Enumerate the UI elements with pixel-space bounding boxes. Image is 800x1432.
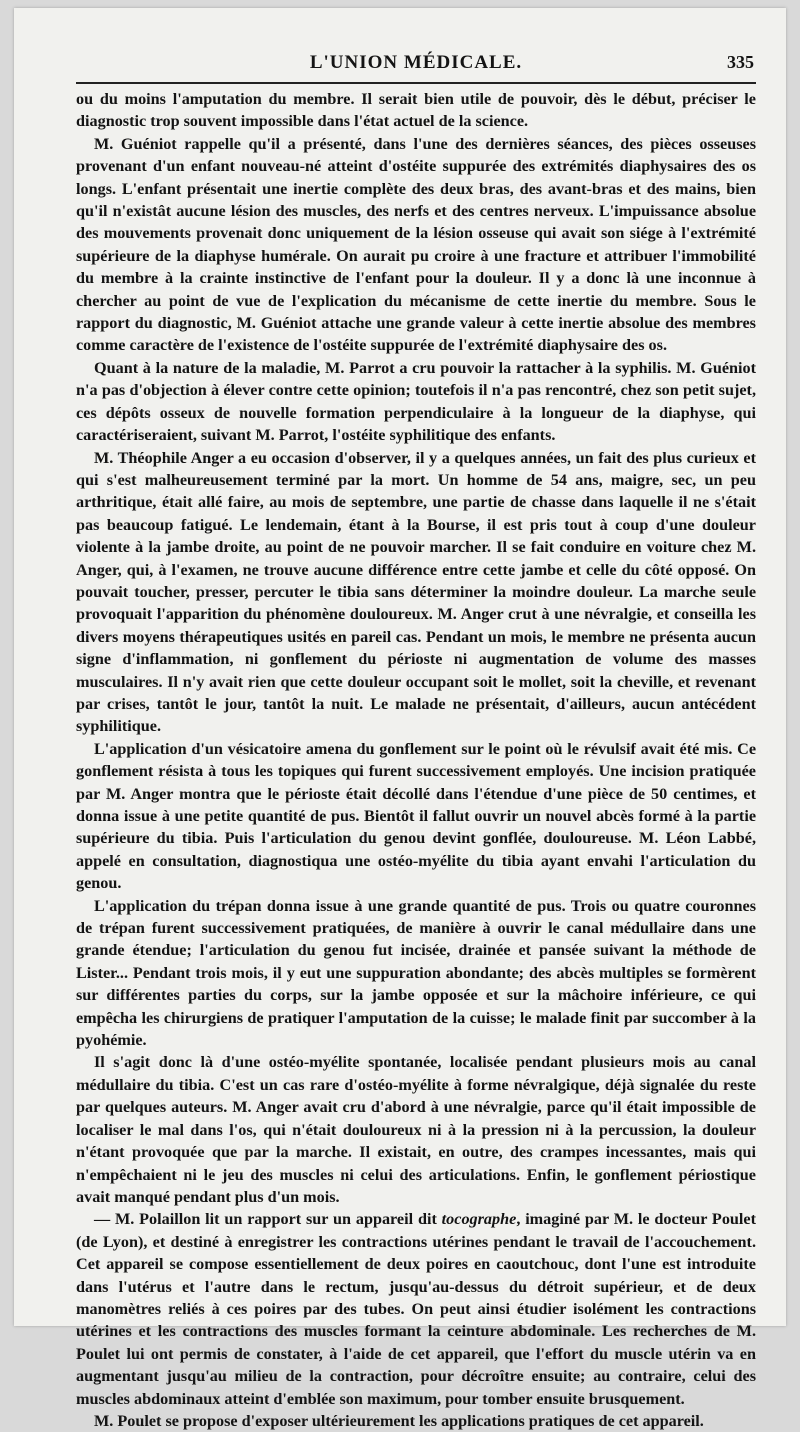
paragraph: M. Théophile Anger a eu occasion d'observer, il y a quelques années, un fait des plus curieux et qui s'est malheureusement terminé par la mort. Un homme de 54 ans, maigre, sec, un peu arthritique, était allé faire, au mois de septembre, une partie de chasse dans laquelle il ne s'était pas beaucoup fatigué. Le lendemain, étant à la Bourse, il est pris tout à coup d'une douleur violente à la jambe droite, au point de ne pouvoir marcher. Il se fait conduire en voiture chez M. Anger, qui, à l'examen, ne trouve aucune différence entre cette jambe et celle du côté opposé. On pouvait toucher, presser, percuter le tibia sans déterminer la moindre douleur. La marche seule provoquait l'apparition du phénomène douloureux. M. Anger crut à une névralgie, et conseilla les divers moyens thérapeutiques usités en pareil cas. Pendant un mois, le membre ne présenta aucun signe d'inflammation, ni gonflement du périoste ni augmentation de volume des masses musculaires. Il n'y avait rien que cette douleur occupant soit le mollet, soit la cheville, et revenant par crises, tantôt le jour, tantôt la nuit. Le malade ne présentait, d'ailleurs, aucun antécédent syphilitique. (76, 448, 756, 736)
page-number: 335 (727, 52, 754, 72)
paragraph: ou du moins l'amputation du membre. Il serait bien utile de pouvoir, dès le début, préciser le diagnostic trop souvent impossible dans l'état actuel de la science. (76, 90, 756, 131)
closing-paragraph: M. Poulet se propose d'exposer ultérieurement les applications pratiques de cet appareil. (94, 1411, 704, 1430)
header-rule (76, 82, 756, 84)
paragraph: L'application du trépan donna issue à une grande quantité de pus. Trois ou quatre couronnes de trépan furent successivement pratiquées, de manière à ouvrir le canal médullaire dans une grande étendue; l'articulation du genou fut incisée, drainée et pansée suivant la méthode de Lister... Pendant trois mois, il y eut une suppuration abondante; des abcès multiples se formèrent sur différentes parties du corps, sur la jambe opposée et sur la mâchoire inférieure, ce qui empêcha les chirurgiens de pratiquer l'amputation de la cuisse; le malade finit par succomber à la pyohémie. (76, 896, 756, 1050)
paragraph: Il s'agit donc là d'une ostéo-myélite spontanée, localisée pendant plusieurs mois au canal médullaire du tibia. C'est un cas rare d'ostéo-myélite à forme névralgique, déjà signalée du reste par quelques auteurs. M. Anger avait cru d'abord à une névralgie, parce qu'il était impossible de localiser le mal dans l'os, qui n'était douloureux ni à la pression ni à la percussion, la douleur n'étant provoquée que par la marche. Il existait, en outre, des crampes incessantes, mais qui n'empêchaient ni le jeu des muscles ni celui des articulations. Enfin, le gonflement périostique avait manqué pendant plus d'un mois. (76, 1053, 756, 1206)
journal-page (14, 8, 786, 1430)
polaillon-intro: — M. Polaillon lit un rapport sur un appareil dit (94, 1210, 442, 1229)
paragraph-polaillon (76, 1208, 756, 1410)
polaillon-rest: , imaginé par M. le docteur Poulet (de Lyon), et destiné à enregistrer les contractions utérines pendant le travail de l'accouchement. Cet appareil se compose essentiellement de deux poires en caoutchouc, dont l'une est introduite dans l'utérus et l'autre dans le rectum, jusqu'au-dessus du détroit supérieur, et de deux manomètres reliés à ces poires par des tubes. On peut ainsi étudier isolément les contractions utérines et les contractions des muscles formant la ceinture abdominale. Les recherches de M. Poulet lui ont permis de constater, à l'aide de cet appareil, que l'effort du muscle utérin va en augmentant jusqu'au milieu de la contraction, pour décroître ensuite; au contraire, celui des muscles abdominaux atteint d'emblée son maximum, pour tomber ensuite brusquement. (76, 1210, 756, 1408)
paragraph: Quant à la nature de la maladie, M. Parrot a cru pouvoir la rattacher à la syphilis. M. Guéniot n'a pas d'objection à élever contre cette opinion; toutefois il n'a pas rencontré, chez son petit sujet, ces dépôts osseux de nouvelle formation perpendiculaire à la longueur de la diaphyse, qui caractériseraient, suivant M. Parrot, l'ostéite syphilitique des enfants. (76, 358, 756, 445)
paragraph: M. Guéniot rappelle qu'il a présenté, dans l'une des dernières séances, des pièces osseuses provenant d'un enfant nouveau-né atteint d'ostéite suppurée des extrémités diaphysaires des os longs. L'enfant présentait une inertie complète des deux bras, des avant-bras et des mains, bien qu'il n'existât aucune lésion des muscles, des nerfs et des centres nerveux. L'impuissance absolue des mouvements provenait donc uniquement de la lésion osseuse qui avait son siége à l'extrémité supérieure de la diaphyse humérale. On aurait pu croire à une fracture et attribuer l'immobilité du membre à la crainte instinctive de l'enfant pour la douleur. Il y a donc là une inconnue à chercher au point de vue de l'explication du mécanisme de cette inertie du membre. Sous le rapport du diagnostic, M. Guéniot attache une grande valeur à cette inertie absolue des membres comme caractère de l'existence de l'ostéite suppurée de l'extrémité diaphysaire des os. (76, 134, 756, 355)
article-body (76, 88, 756, 1430)
page-header (76, 52, 756, 78)
running-head: L'UNION MÉDICALE. (309, 52, 523, 73)
paragraph: L'application d'un vésicatoire amena du gonflement sur le point où le révulsif avait été mis. Ce gonflement résista à tous les topiques qui furent successivement employés. Une incision pratiquée par M. Anger montra que le périoste était décollé dans l'étendue d'une pièce de 50 centimes, et donna issue à une petite quantité de pus. Bientôt il fallut ouvrir un nouvel abcès formé à la partie supérieure du tibia. Puis l'articulation du genou devint gonflée, douloureuse. M. Léon Labbé, appelé en consultation, diagnostiqua une ostéo-myélite du tibia ayant envahi l'articulation du genou. (76, 739, 756, 893)
tocographe-term: tocographe (441, 1210, 517, 1229)
